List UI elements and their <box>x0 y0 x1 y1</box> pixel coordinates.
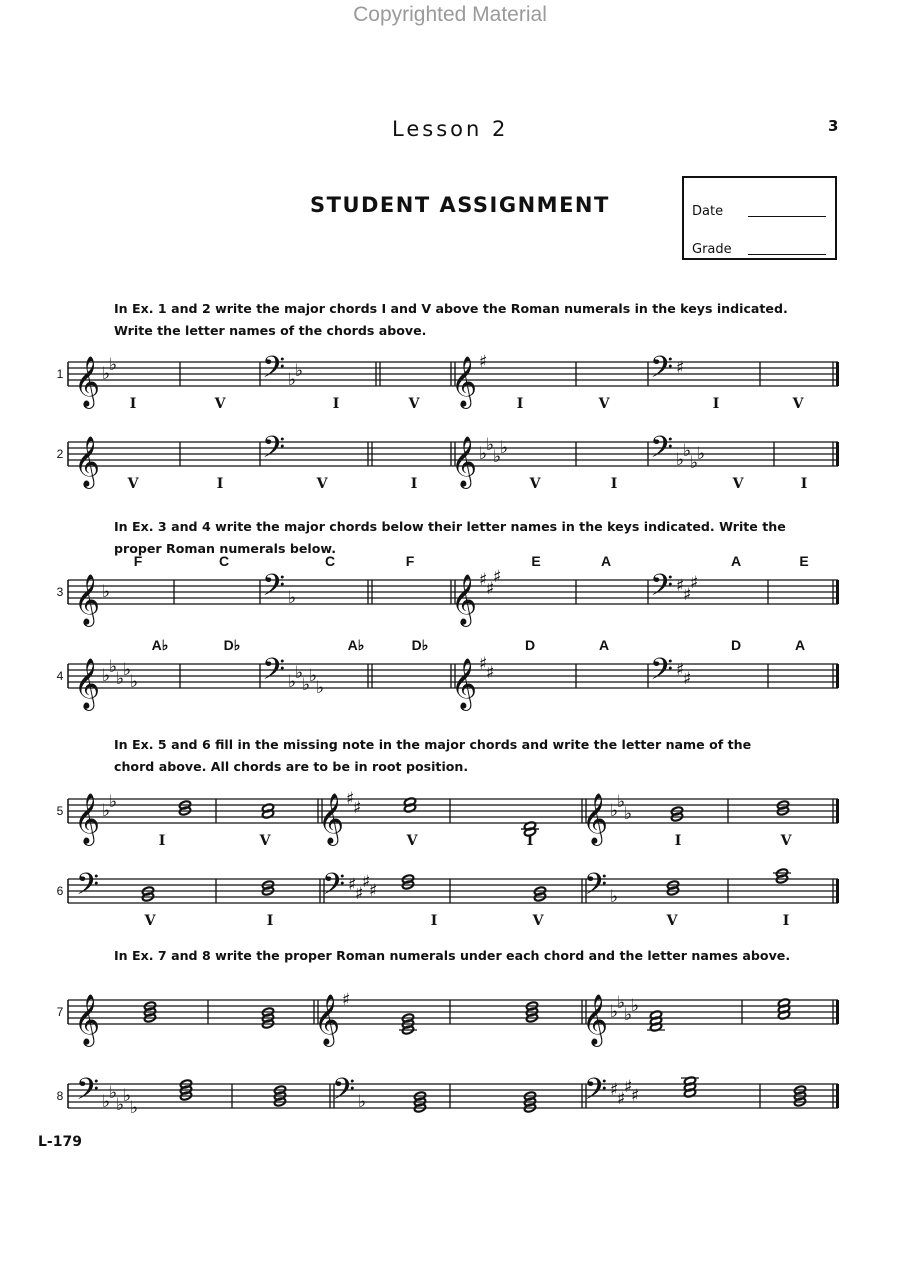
staff-3-sharp-icon: ♯ <box>486 579 495 599</box>
chord-letter-label: A <box>598 637 610 653</box>
staff-5-treble-clef-icon: 𝄞 <box>318 793 345 844</box>
staff-6-sharp-icon: ♯ <box>369 881 378 901</box>
staff-1-sharp-icon: ♯ <box>479 352 488 372</box>
page-title: STUDENT ASSIGNMENT <box>310 193 610 217</box>
staff-3-final-bar-thick <box>836 580 839 604</box>
chord-letter-label: D <box>730 637 742 653</box>
roman-numeral-label: V <box>780 833 792 849</box>
roman-numeral-label: V <box>316 476 328 492</box>
staff-1-flat-icon: ♭ <box>295 361 304 381</box>
roman-numeral-label: V <box>144 913 156 929</box>
page-number: 3 <box>828 117 839 135</box>
staff-5-sharp-icon: ♯ <box>346 789 355 809</box>
staff-2-flat-icon: ♭ <box>676 450 685 470</box>
roman-numeral-label: I <box>526 833 534 849</box>
roman-numeral-label: I <box>712 396 720 412</box>
roman-numeral-label: I <box>782 913 790 929</box>
staff-6-bass-clef-icon: 𝄢 <box>76 868 100 909</box>
staff-4-flat-icon: ♭ <box>316 678 325 698</box>
staff-3-bass-clef-icon: 𝄢 <box>262 569 286 610</box>
roman-numeral-label: V <box>214 396 226 412</box>
roman-numeral-label: I <box>332 396 340 412</box>
lesson-heading: Lesson 2 <box>392 117 509 141</box>
staff-6-sharp-icon: ♯ <box>355 884 364 904</box>
roman-numeral-label: V <box>408 396 420 412</box>
roman-numeral-label: V <box>598 396 610 412</box>
roman-numeral-label: I <box>410 476 418 492</box>
roman-numeral-label: I <box>674 833 682 849</box>
staff-7-treble-clef-icon: 𝄞 <box>314 994 341 1045</box>
staff-4-sharp-icon: ♯ <box>479 654 488 674</box>
staff-8-bass-clef-icon: 𝄢 <box>332 1073 356 1114</box>
staff-2-treble-clef-icon: 𝄞 <box>451 436 478 487</box>
roman-numeral-label: I <box>430 913 438 929</box>
staff-1-flat-icon: ♭ <box>109 355 118 375</box>
chord-letter-label: A <box>600 553 612 569</box>
staff-1-sharp-icon: ♯ <box>676 358 685 378</box>
chord-letter-label: F <box>133 553 143 569</box>
staff-2-bass-clef-icon: 𝄢 <box>262 431 286 472</box>
exercise-number: 4 <box>56 669 64 683</box>
staff-4-final-bar-thick <box>836 664 839 688</box>
staff-6-flat-icon: ♭ <box>610 887 619 907</box>
staff-7-flat-icon: ♭ <box>624 1005 633 1025</box>
staff-7-flat-icon: ♭ <box>610 1002 619 1022</box>
staff-8-flat-icon: ♭ <box>123 1086 132 1106</box>
staff-5-flat-icon: ♭ <box>610 801 619 821</box>
staff-2-flat-icon: ♭ <box>479 444 488 464</box>
chord-letter-label: A <box>794 637 806 653</box>
staff-7-flat-icon: ♭ <box>631 996 640 1016</box>
roman-numeral-label: I <box>266 913 274 929</box>
chord-letter-label: E <box>799 553 809 569</box>
staff-4-bass-clef-icon: 𝄢 <box>262 653 286 694</box>
staff-6-bass-clef-icon: 𝄢 <box>322 868 346 909</box>
chord-letter-label: D♭ <box>411 637 429 653</box>
staff-8-flat-icon: ♭ <box>102 1092 111 1112</box>
staff-5-flat-icon: ♭ <box>109 792 118 812</box>
instructions-ex5-6: In Ex. 5 and 6 fill in the missing note in the major chords and write the letter name of the chord above. All chords are to be in root position. <box>114 737 752 774</box>
staff-3-sharp-icon: ♯ <box>493 567 502 587</box>
staff-5-flat-icon: ♭ <box>617 792 626 812</box>
staff-7-sharp-icon: ♯ <box>342 990 351 1010</box>
staff-1-final-bar-thick <box>836 362 839 386</box>
staff-1-flat-icon: ♭ <box>288 370 297 390</box>
exercise-number: 1 <box>56 367 64 381</box>
roman-numeral-label: V <box>732 476 744 492</box>
staff-3-bass-clef-icon: 𝄢 <box>650 569 674 610</box>
exercise-number: 2 <box>56 447 64 461</box>
instructions-ex1-2: In Ex. 1 and 2 write the major chords I and V above the Roman numerals in the keys indicated. Write the letter names of the chords above. <box>114 301 788 338</box>
staff-8-flat-icon: ♭ <box>130 1098 139 1118</box>
staff-2-treble-clef-icon: 𝄞 <box>74 436 101 487</box>
roman-numeral-label: V <box>532 913 544 929</box>
chord-letter-label: A♭ <box>151 637 169 653</box>
staff-6-final-bar-thick <box>836 879 839 903</box>
staff-4-bass-clef-icon: 𝄢 <box>650 653 674 694</box>
staff-8-flat-icon: ♭ <box>116 1095 125 1115</box>
staff-2-bass-clef-icon: 𝄢 <box>650 431 674 472</box>
staff-4-flat-icon: ♭ <box>130 672 139 692</box>
staff-2-flat-icon: ♭ <box>486 435 495 455</box>
chord-letter-label: C <box>218 553 230 569</box>
staff-5-treble-clef-icon: 𝄞 <box>582 793 609 844</box>
chord-letter-label: A♭ <box>347 637 365 653</box>
chord-letter-label: D <box>524 637 536 653</box>
staff-7-treble-clef-icon: 𝄞 <box>74 994 101 1045</box>
staff-8-flat-icon: ♭ <box>109 1083 118 1103</box>
staff-4-sharp-icon: ♯ <box>683 669 692 689</box>
staff-4-flat-icon: ♭ <box>123 660 132 680</box>
staff-8-bass-clef-icon: 𝄢 <box>584 1073 608 1114</box>
roman-numeral-label: I <box>516 396 524 412</box>
roman-numeral-label: V <box>792 396 804 412</box>
staff-8-sharp-icon: ♯ <box>617 1089 626 1109</box>
staff-5-flat-icon: ♭ <box>102 801 111 821</box>
staff-4-flat-icon: ♭ <box>295 663 304 683</box>
staff-7-final-bar-thick <box>836 1000 839 1024</box>
staff-1-bass-clef-icon: 𝄢 <box>650 351 674 392</box>
copyright-watermark: Copyrighted Material <box>353 3 547 26</box>
chord-letter-label: D♭ <box>223 637 241 653</box>
roman-numeral-label: I <box>216 476 224 492</box>
roman-numeral-label: V <box>666 913 678 929</box>
staff-6-bass-clef-icon: 𝄢 <box>584 868 608 909</box>
staff-8-flat-icon: ♭ <box>358 1092 367 1112</box>
staff-4-flat-icon: ♭ <box>302 675 311 695</box>
staff-2-flat-icon: ♭ <box>493 447 502 467</box>
staff-5-sharp-icon: ♯ <box>353 798 362 818</box>
staff-6-sharp-icon: ♯ <box>362 872 371 892</box>
roman-numeral-label: I <box>129 396 137 412</box>
staff-2-flat-icon: ♭ <box>500 438 509 458</box>
roman-numeral-label: V <box>127 476 139 492</box>
staff-8-bass-clef-icon: 𝄢 <box>76 1073 100 1114</box>
staff-3-sharp-icon: ♯ <box>479 570 488 590</box>
staff-1-bass-clef-icon: 𝄢 <box>262 351 286 392</box>
staff-2-final-bar-thick <box>836 442 839 466</box>
roman-numeral-label: V <box>406 833 418 849</box>
staff-2-flat-icon: ♭ <box>690 453 699 473</box>
staff-3-sharp-icon: ♯ <box>683 585 692 605</box>
date-label: Date <box>692 204 724 219</box>
staff-2-flat-icon: ♭ <box>697 444 706 464</box>
roman-numeral-label: I <box>800 476 808 492</box>
exercise-number: 8 <box>56 1089 64 1103</box>
staff-8-sharp-icon: ♯ <box>610 1080 619 1100</box>
roman-numeral-label: V <box>259 833 271 849</box>
chord-letter-label: F <box>405 553 415 569</box>
staff-7-treble-clef-icon: 𝄞 <box>582 994 609 1045</box>
staff-3-sharp-icon: ♯ <box>676 576 685 596</box>
staff-4-flat-icon: ♭ <box>288 672 297 692</box>
staff-4-flat-icon: ♭ <box>102 666 111 686</box>
staff-1-treble-clef-icon: 𝄞 <box>451 356 478 407</box>
staff-4-sharp-icon: ♯ <box>486 663 495 683</box>
staff-4-treble-clef-icon: 𝄞 <box>451 658 478 709</box>
staff-6-sharp-icon: ♯ <box>348 875 357 895</box>
roman-numeral-label: V <box>529 476 541 492</box>
staff-8-final-bar-thick <box>836 1084 839 1108</box>
staff-5-flat-icon: ♭ <box>624 804 633 824</box>
chord-letter-label: C <box>324 553 336 569</box>
staff-8-sharp-icon: ♯ <box>631 1086 640 1106</box>
staff-5-final-bar-thick <box>836 799 839 823</box>
exercise-number: 6 <box>56 884 64 898</box>
staff-8-sharp-icon: ♯ <box>624 1077 633 1097</box>
instructions-ex3-4: In Ex. 3 and 4 write the major chords below their letter names in the keys indicated. Write the proper Roman numerals below. <box>114 519 786 556</box>
grade-label: Grade <box>692 242 732 257</box>
staff-3-sharp-icon: ♯ <box>690 573 699 593</box>
staff-4-flat-icon: ♭ <box>109 657 118 677</box>
staff-4-flat-icon: ♭ <box>116 669 125 689</box>
staff-3-treble-clef-icon: 𝄞 <box>74 574 101 625</box>
exercise-number: 3 <box>56 585 64 599</box>
staff-3-flat-icon: ♭ <box>102 582 111 602</box>
staff-1-flat-icon: ♭ <box>102 364 111 384</box>
staff-3-flat-icon: ♭ <box>288 588 297 608</box>
roman-numeral-label: I <box>158 833 166 849</box>
staff-3-treble-clef-icon: 𝄞 <box>451 574 478 625</box>
chord-letter-label: E <box>531 553 541 569</box>
catalog-number: L-179 <box>38 1134 82 1150</box>
roman-numeral-label: I <box>610 476 618 492</box>
staff-4-sharp-icon: ♯ <box>676 660 685 680</box>
staff-2-flat-icon: ♭ <box>683 441 692 461</box>
exercise-number: 7 <box>56 1005 64 1019</box>
staff-7-flat-icon: ♭ <box>617 993 626 1013</box>
staff-1-treble-clef-icon: 𝄞 <box>74 356 101 407</box>
instructions-ex7-8: In Ex. 7 and 8 write the proper Roman numerals under each chord and the letter names above. <box>114 948 791 963</box>
staff-4-flat-icon: ♭ <box>309 666 318 686</box>
chord-letter-label: A <box>730 553 742 569</box>
staff-5-treble-clef-icon: 𝄞 <box>74 793 101 844</box>
exercise-number: 5 <box>56 804 64 818</box>
staff-4-treble-clef-icon: 𝄞 <box>74 658 101 709</box>
